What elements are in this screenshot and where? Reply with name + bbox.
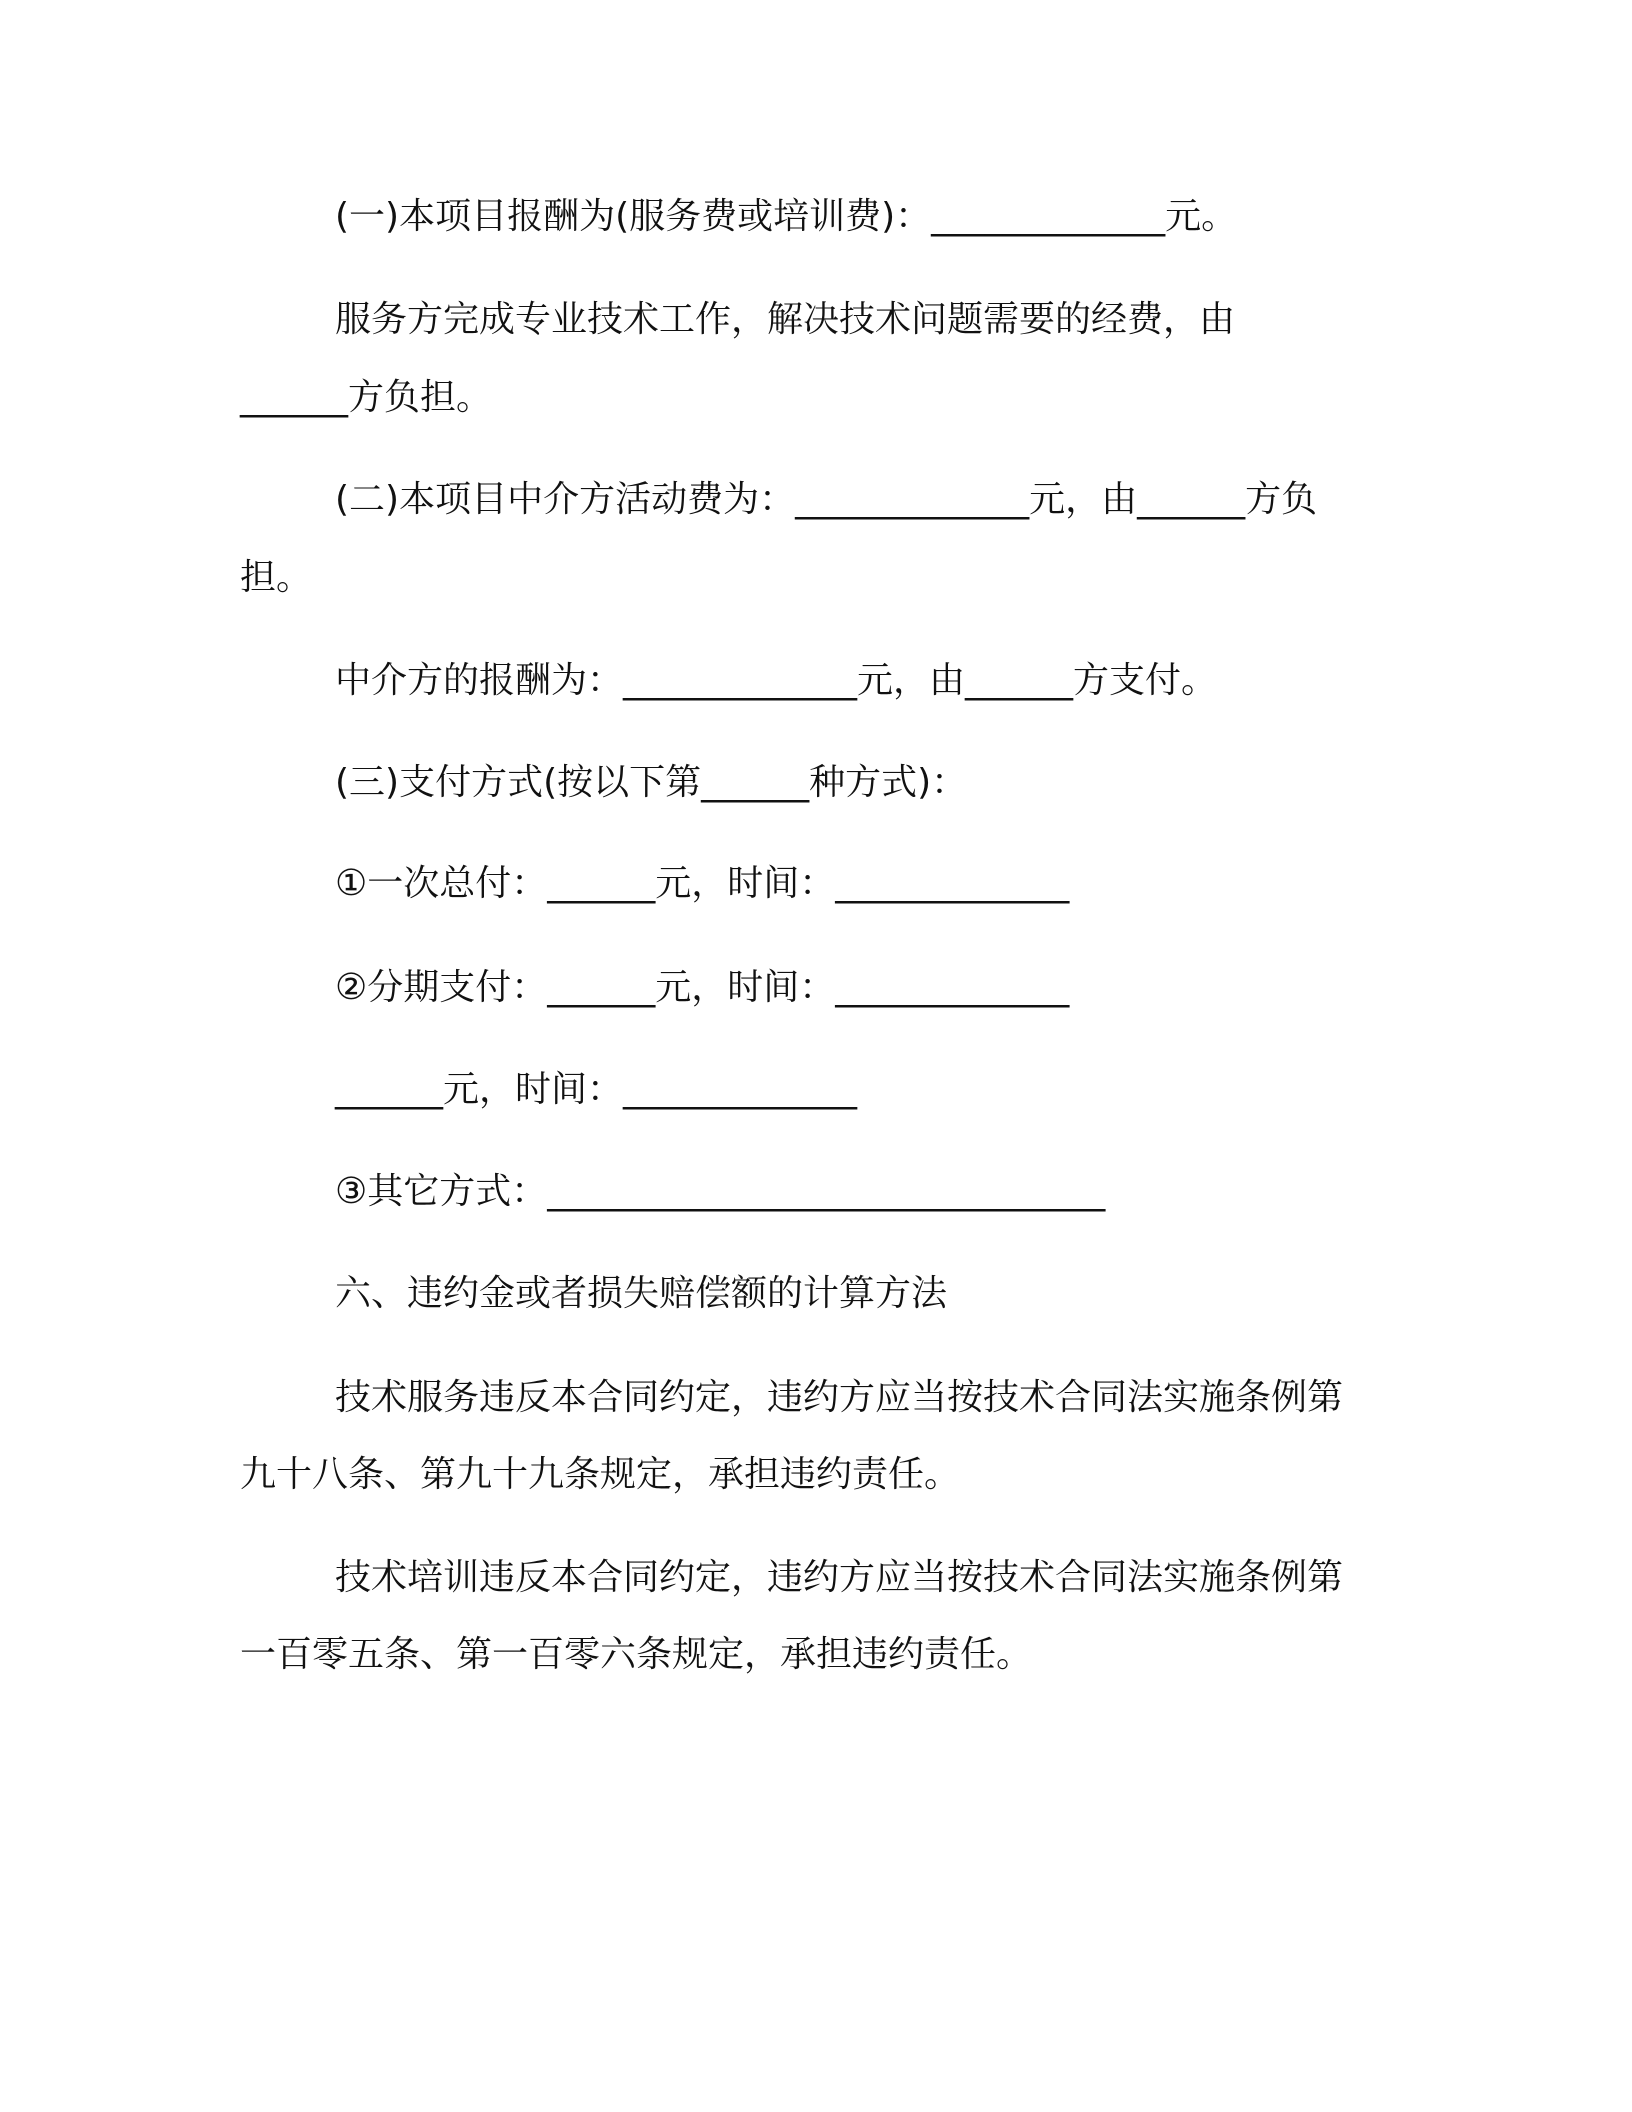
- payment-option-other: ③其它方式：_______________________________: [335, 1171, 1106, 1212]
- clause-2-intermediary-fee-line-1: (二)本项目中介方活动费为：_____________元，由______方负: [335, 479, 1318, 520]
- payment-option-lump-sum: ①一次总付：______元，时间：_____________: [335, 863, 1070, 904]
- payment-option-installment-2: ______元，时间：_____________: [335, 1069, 858, 1110]
- clause-1-remuneration: (一)本项目报酬为(服务费或培训费)：_____________元。: [335, 196, 1238, 237]
- service-breach-line-2: 九十八条、第九十九条规定，承担违约责任。: [240, 1454, 961, 1495]
- service-breach-line-1: 技术服务违反本合同约定，违约方应当按技术合同法实施条例第: [335, 1377, 1344, 1418]
- training-breach-line-1: 技术培训违反本合同约定，违约方应当按技术合同法实施条例第: [335, 1557, 1344, 1598]
- clause-3-payment-method: (三)支付方式(按以下第______种方式)：: [335, 762, 968, 803]
- clause-2-intermediary-fee-line-2: 担。: [240, 557, 313, 598]
- payment-option-installment: ②分期支付：______元，时间：_____________: [335, 967, 1070, 1008]
- service-cost-line-1: 服务方完成专业技术工作，解决技术问题需要的经费，由: [335, 299, 1236, 340]
- service-cost-line-2: ______方负担。: [240, 377, 493, 418]
- training-breach-line-2: 一百零五条、第一百零六条规定，承担违约责任。: [240, 1634, 1033, 1675]
- section-6-heading: 六、违约金或者损失赔偿额的计算方法: [335, 1273, 948, 1314]
- intermediary-remuneration: 中介方的报酬为：_____________元，由______方支付。: [335, 660, 1218, 701]
